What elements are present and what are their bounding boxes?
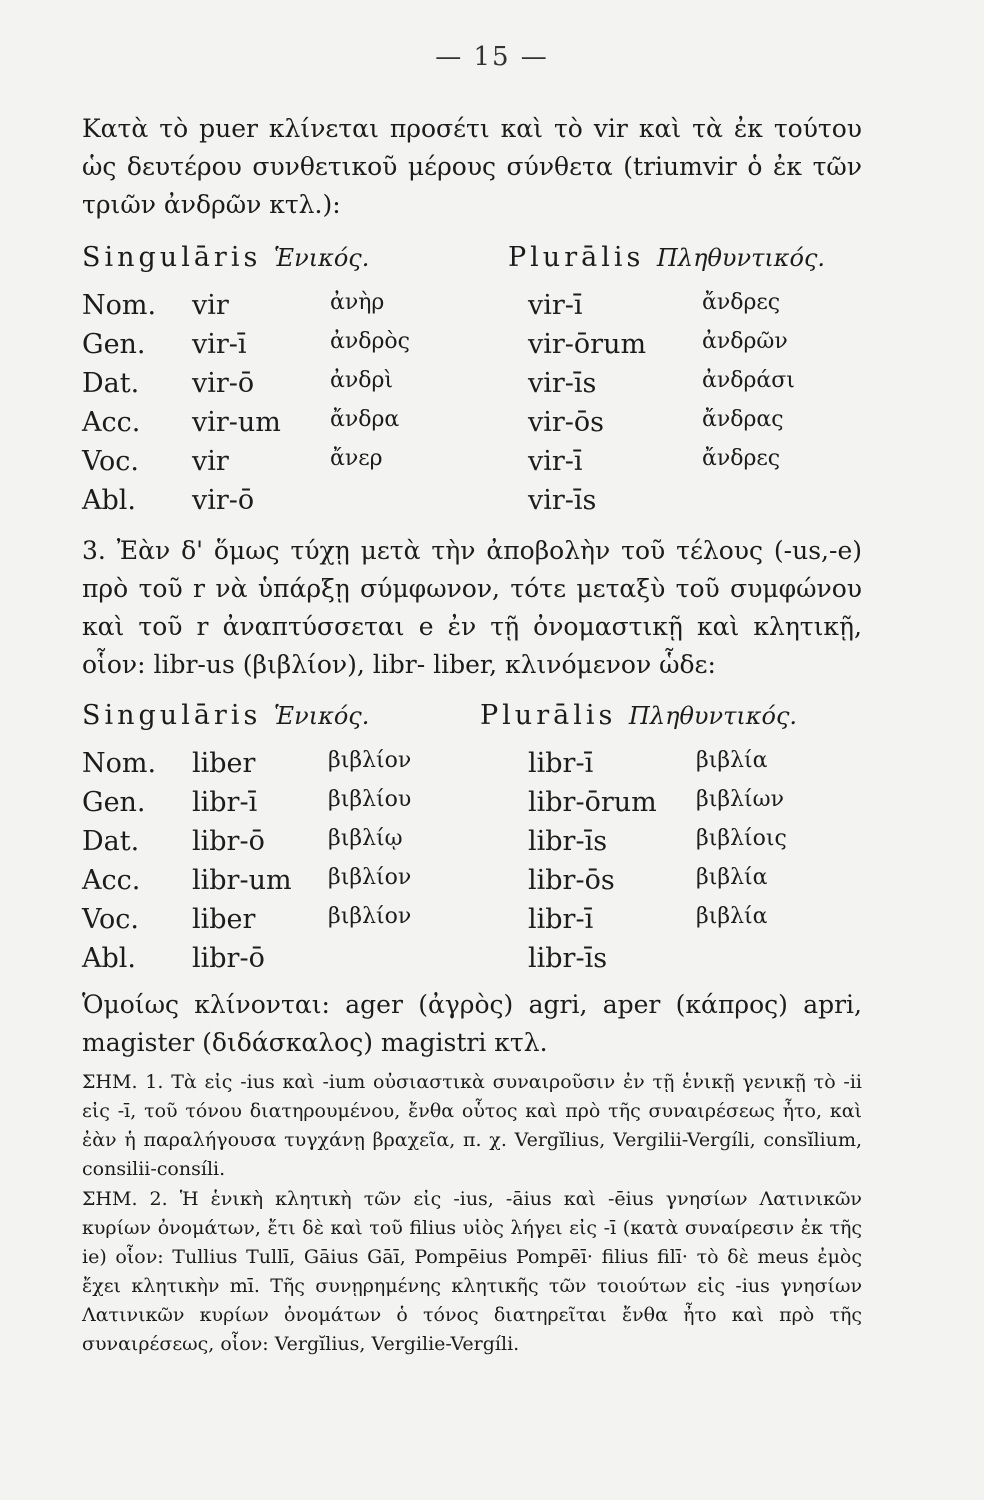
- latin-plural: libr-īs: [528, 943, 608, 974]
- greek-singular: βιβλίῳ: [328, 826, 403, 851]
- latin-singular: libr-ī: [192, 787, 258, 818]
- table1-row: [82, 446, 882, 484]
- table2-singular-header: [82, 700, 369, 731]
- greek-plural: ἀνδρῶν: [702, 329, 788, 354]
- greek-singular: βιβλίον: [328, 865, 412, 890]
- latin-plural: vir-ōs: [528, 407, 605, 438]
- intro-paragraph: Κατὰ τὸ puer κλίνεται προσέτι καὶ τὸ vir καὶ τὰ ἐκ τούτου ὡς δευτέρου συνθετικοῦ μέρους σύνθετα (triumvir ὁ ἐκ τῶν τριῶν ἀνδρῶν κτλ.):: [82, 114, 862, 219]
- greek-plural: ἄνδρες: [702, 290, 781, 315]
- greek-singular: ἄνερ: [330, 446, 383, 471]
- latin-singular: libr-ō: [192, 943, 265, 974]
- table2-row: [82, 748, 882, 786]
- latin-plural: libr-ōs: [528, 865, 615, 896]
- case-label: Dat.: [82, 368, 140, 399]
- greek-singular: ἄνδρα: [330, 407, 400, 432]
- greek-singular: ἀνὴρ: [330, 290, 385, 315]
- latin-singular: liber: [192, 748, 256, 779]
- latin-plural: vir-ōrum: [528, 329, 647, 360]
- table1-plural-header: [508, 242, 825, 273]
- page-number: — 15 —: [435, 42, 549, 72]
- table1-row: [82, 407, 882, 445]
- case-label: Acc.: [82, 865, 141, 896]
- table1-singular-label: Singulāris: [82, 242, 262, 273]
- greek-singular: βιβλίου: [328, 787, 412, 812]
- table1-plural-label: Plurālis: [508, 242, 645, 273]
- latin-singular: vir: [192, 290, 229, 321]
- table1-row: [82, 368, 882, 406]
- latin-singular: libr-ō: [192, 826, 265, 857]
- greek-singular: βιβλίον: [328, 748, 412, 773]
- table1-row: [82, 485, 882, 523]
- latin-plural: libr-īs: [528, 826, 608, 857]
- latin-singular: liber: [192, 904, 256, 935]
- table2-row: [82, 904, 882, 942]
- note-1: ΣΗΜ. 1. Τὰ εἰς -ius καὶ -ium οὐσιαστικὰ συναιροῦσιν ἐν τῇ ἑνικῇ γενικῇ τὸ -ii εἰς -ī, τοῦ τόνου διατηρουμένου, ἔνθα οὗτος καὶ πρὸ τῆς συναιρέσεως ἦτο, καὶ ἐὰν ἡ παραλήγουσα τυγχάνῃ βραχεῖα, π. χ. Vergĭlius, Vergilii-Vergíli, consĭlium, consilii-consíli.: [82, 1071, 862, 1180]
- case-label: Abl.: [82, 943, 136, 974]
- case-label: Nom.: [82, 290, 157, 321]
- greek-plural: ἄνδρας: [702, 407, 784, 432]
- paragraph-3: 3. Ἐὰν δ' ὅμως τύχῃ μετὰ τὴν ἀποβολὴν τοῦ τέλους (-us,-e) πρὸ τοῦ r νὰ ὑπάρξῃ σύμφωνον, τότε μεταξὺ τοῦ συμφώνου καὶ τοῦ r ἀναπτύσσεται e ἐν τῇ ὀνομαστικῇ καὶ κλητικῇ, οἷον: libr-us (βιβλίον), libr- liber, κλινόμενον ὧδε:: [82, 536, 862, 679]
- latin-plural: libr-ī: [528, 904, 594, 935]
- greek-plural: ἄνδρες: [702, 446, 781, 471]
- latin-singular: vir-ō: [192, 485, 255, 516]
- latin-singular: libr-um: [192, 865, 292, 896]
- greek-plural: βιβλία: [696, 865, 768, 890]
- case-label: Voc.: [82, 904, 139, 935]
- table2-row: [82, 787, 882, 825]
- greek-plural: βιβλία: [696, 904, 768, 929]
- table1-row: [82, 290, 882, 328]
- case-label: Gen.: [82, 787, 146, 818]
- latin-singular: vir-ī: [192, 329, 247, 360]
- table2-singular-greek: Ἑνικός.: [273, 702, 370, 730]
- table2-row: [82, 826, 882, 864]
- table1-plural-greek: Πληθυντικός.: [656, 244, 826, 272]
- latin-singular: vir-um: [192, 407, 281, 438]
- note-2: ΣΗΜ. 2. Ἡ ἑνικὴ κλητικὴ τῶν εἰς -ius, -āius καὶ -ēius γνησίων Λατινικῶν κυρίων ὀνομάτων, ἔτι δὲ καὶ τοῦ filius υἱὸς λήγει εἰς -ī (κατὰ συναίρεσιν ἐκ τῆς ie) οἷον: Tullius Tullī, Gāius Gāī, Pompēius Pompēī· filius filī· τὸ δὲ meus ἐμὸς ἔχει κλητικὴν mī. Τῆς συνῃρημένης κλητικῆς τῶν τοιούτων εἰς -ius γνησίων Λατινικῶν κυρίων ὀνομάτων ὁ τόνος διατηρεῖται ἔνθα ἦτο καὶ πρὸ τῆς συναιρέσεως, οἷον: Vergĭlius, Vergilie-Vergíli.: [82, 1188, 862, 1355]
- table2-row: [82, 943, 882, 981]
- latin-singular: vir-ō: [192, 368, 255, 399]
- greek-singular: ἀνδρὶ: [330, 368, 394, 393]
- table1-row: [82, 329, 882, 367]
- table1-singular-greek: Ἑνικός.: [273, 244, 370, 272]
- greek-plural: βιβλία: [696, 748, 768, 773]
- case-label: Gen.: [82, 329, 146, 360]
- latin-plural: vir-ī: [528, 290, 583, 321]
- table2-plural-label: Plurālis: [480, 700, 617, 731]
- latin-singular: vir: [192, 446, 229, 477]
- case-label: Nom.: [82, 748, 157, 779]
- latin-plural: vir-īs: [528, 485, 597, 516]
- table1-singular-header: [82, 242, 369, 273]
- case-label: Voc.: [82, 446, 139, 477]
- table2-row: [82, 865, 882, 903]
- latin-plural: vir-īs: [528, 368, 597, 399]
- greek-plural: ἀνδράσι: [702, 368, 795, 393]
- case-label: Acc.: [82, 407, 141, 438]
- table2-singular-label: Singulāris: [82, 700, 262, 731]
- table2-plural-greek: Πληθυντικός.: [628, 702, 798, 730]
- greek-plural: βιβλίοις: [696, 826, 787, 851]
- table2-plural-header: [480, 700, 797, 731]
- similar-declension-paragraph: Ὁμοίως κλίνονται: ager (ἀγρὸς) agri, aper (κάπρος) apri, magister (διδάσκαλος) magistri κτλ.: [82, 990, 862, 1057]
- greek-singular: βιβλίον: [328, 904, 412, 929]
- latin-plural: libr-ī: [528, 748, 594, 779]
- greek-singular: ἀνδρὸς: [330, 329, 410, 354]
- latin-plural: libr-ōrum: [528, 787, 657, 818]
- case-label: Abl.: [82, 485, 136, 516]
- case-label: Dat.: [82, 826, 140, 857]
- latin-plural: vir-ī: [528, 446, 583, 477]
- greek-plural: βιβλίων: [696, 787, 784, 812]
